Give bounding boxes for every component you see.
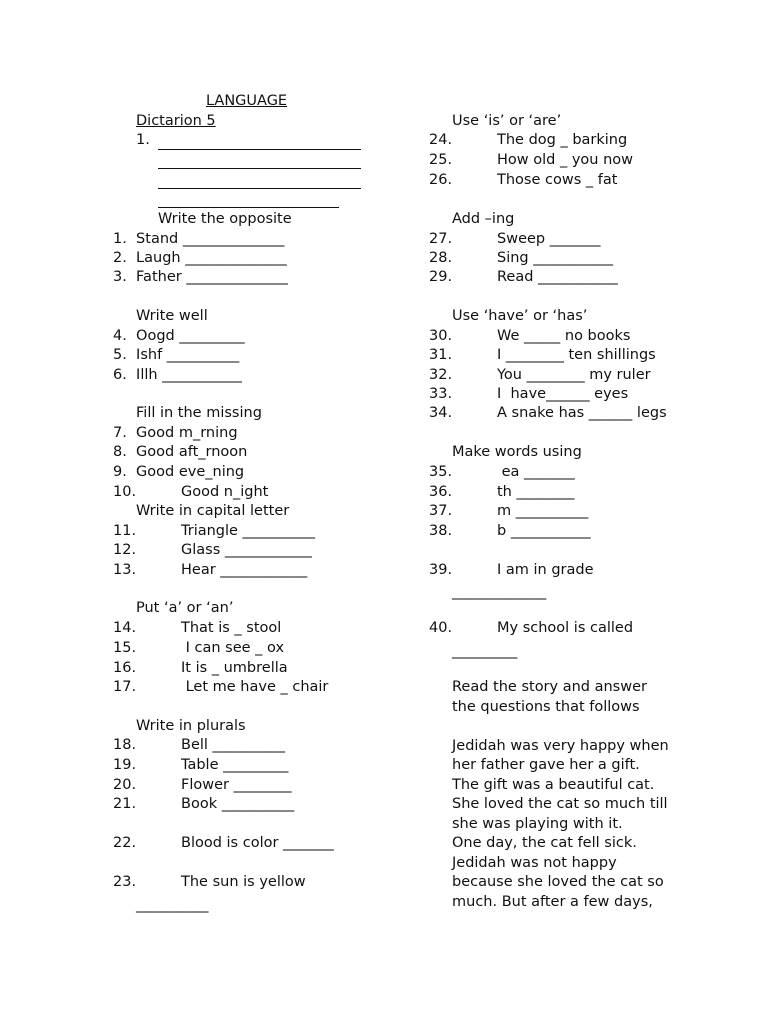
question-14-number: 14. — [113, 620, 137, 636]
question-10-number: 10. — [113, 484, 137, 500]
question-29-text: Read ___________ — [497, 269, 618, 285]
question-30-number: 30. — [429, 328, 453, 344]
question-15-number: 15. — [113, 640, 137, 656]
question-35-text: ea _______ — [497, 464, 575, 480]
question-20-text: Flower ________ — [181, 777, 292, 793]
question-17-number: 17. — [113, 679, 137, 695]
dictation-line-1 — [158, 149, 361, 150]
question-9: 9. Good eve_ning — [113, 464, 245, 480]
question-38-text: b ___________ — [497, 523, 591, 539]
question-16-number: 16. — [113, 660, 137, 676]
dictation-heading: Dictarion 5 — [136, 113, 216, 129]
story-line: much. But after a few days, — [452, 894, 653, 910]
section-heading-missing: Fill in the missing — [136, 405, 262, 421]
question-33-text: I have______ eyes — [497, 386, 629, 402]
question-11-number: 11. — [113, 523, 137, 539]
question-31-text: I ________ ten shillings — [497, 347, 656, 363]
question-25-text: How old _ you now — [497, 152, 633, 168]
section-heading-article: Put ‘a’ or ‘an’ — [136, 600, 234, 616]
section-heading-have-has: Use ‘have’ or ‘has’ — [452, 308, 588, 324]
question-38-number: 38. — [429, 523, 453, 539]
story-line: her father gave her a gift. — [452, 757, 640, 773]
question-7: 7. Good m_rning — [113, 425, 238, 441]
question-26-number: 26. — [429, 172, 453, 188]
story-line: The gift was a beautiful cat. — [452, 777, 655, 793]
question-32-text: You ________ my ruler — [497, 367, 651, 383]
page-title: LANGUAGE — [206, 93, 288, 109]
section-heading-opposite: Write the opposite — [158, 211, 292, 227]
story-line: She loved the cat so much till — [452, 796, 668, 812]
section-heading-make-words: Make words using — [452, 444, 582, 460]
question-35-number: 35. — [429, 464, 453, 480]
question-33-number: 33. — [429, 386, 453, 402]
question-30-text: We _____ no books — [497, 328, 631, 344]
question-23-text: The sun is yellow — [181, 874, 306, 890]
section-heading-is-are: Use ‘is’ or ‘are’ — [452, 113, 562, 129]
question-13-text: Hear ____________ — [181, 562, 308, 578]
question-5: 5. Ishf __________ — [113, 347, 240, 363]
question-23-blank: __________ — [136, 897, 209, 913]
question-13-number: 13. — [113, 562, 137, 578]
question-18-text: Bell __________ — [181, 737, 286, 753]
question-11-text: Triangle __________ — [181, 523, 316, 539]
story-line: she was playing with it. — [452, 816, 623, 832]
question-12-text: Glass ____________ — [181, 542, 312, 558]
question-3: 3. Father ______________ — [113, 269, 288, 285]
question-27-number: 27. — [429, 231, 453, 247]
question-21-number: 21. — [113, 796, 137, 812]
question-2: 2. Laugh ______________ — [113, 250, 287, 266]
question-24-text: The dog _ barking — [497, 132, 628, 148]
question-24-number: 24. — [429, 132, 453, 148]
section-heading-write-well: Write well — [136, 308, 208, 324]
question-29-number: 29. — [429, 269, 453, 285]
question-14-text: That is _ stool — [181, 620, 282, 636]
question-37-text: m __________ — [497, 503, 589, 519]
question-17-text: Let me have _ chair — [181, 679, 329, 695]
section-heading-plurals: Write in plurals — [136, 718, 246, 734]
question-25-number: 25. — [429, 152, 453, 168]
question-40-number: 40. — [429, 620, 453, 636]
question-8: 8. Good aft_rnoon — [113, 444, 248, 460]
question-21-text: Book __________ — [181, 796, 295, 812]
question-40-text: My school is called — [497, 620, 634, 636]
story-line: One day, the cat fell sick. — [452, 835, 637, 851]
question-19-text: Table _________ — [181, 757, 289, 773]
story-line: because she loved the cat so — [452, 874, 664, 890]
question-39-blank: _____________ — [452, 584, 547, 600]
question-36-text: th ________ — [497, 484, 575, 500]
question-39-number: 39. — [429, 562, 453, 578]
question-19-number: 19. — [113, 757, 137, 773]
dictation-line-4 — [158, 207, 339, 208]
question-12-number: 12. — [113, 542, 137, 558]
dictation-number: 1. — [136, 132, 150, 148]
question-36-number: 36. — [429, 484, 453, 500]
question-10-text: Good n_ight — [181, 484, 269, 500]
question-31-number: 31. — [429, 347, 453, 363]
question-28-number: 28. — [429, 250, 453, 266]
story-line: Jedidah was not happy — [452, 855, 617, 871]
question-15-text: I can see _ ox — [181, 640, 285, 656]
question-40-blank: _________ — [452, 643, 518, 659]
question-4: 4. Oogd _________ — [113, 328, 245, 344]
section-heading-add-ing: Add –ing — [452, 211, 515, 227]
dictation-line-3 — [158, 188, 361, 189]
question-23-number: 23. — [113, 874, 137, 890]
question-27-text: Sweep _______ — [497, 231, 601, 247]
question-28-text: Sing ___________ — [497, 250, 613, 266]
question-18-number: 18. — [113, 737, 137, 753]
question-32-number: 32. — [429, 367, 453, 383]
question-6: 6. Illh ___________ — [113, 367, 242, 383]
question-26-text: Those cows _ fat — [497, 172, 618, 188]
story-line: Jedidah was very happy when — [452, 738, 669, 754]
question-34-number: 34. — [429, 405, 453, 421]
dictation-line-2 — [158, 168, 361, 169]
section-heading-capital: Write in capital letter — [136, 503, 290, 519]
question-37-number: 37. — [429, 503, 453, 519]
story-instruction-line-2: the questions that follows — [452, 699, 640, 715]
question-1: 1. Stand ______________ — [113, 231, 285, 247]
question-20-number: 20. — [113, 777, 137, 793]
question-39-text: I am in grade — [497, 562, 594, 578]
question-22-number: 22. — [113, 835, 137, 851]
story-instruction-line-1: Read the story and answer — [452, 679, 647, 695]
question-16-text: It is _ umbrella — [181, 660, 288, 676]
question-22-text: Blood is color _______ — [181, 835, 334, 851]
question-34-text: A snake has ______ legs — [497, 405, 667, 421]
